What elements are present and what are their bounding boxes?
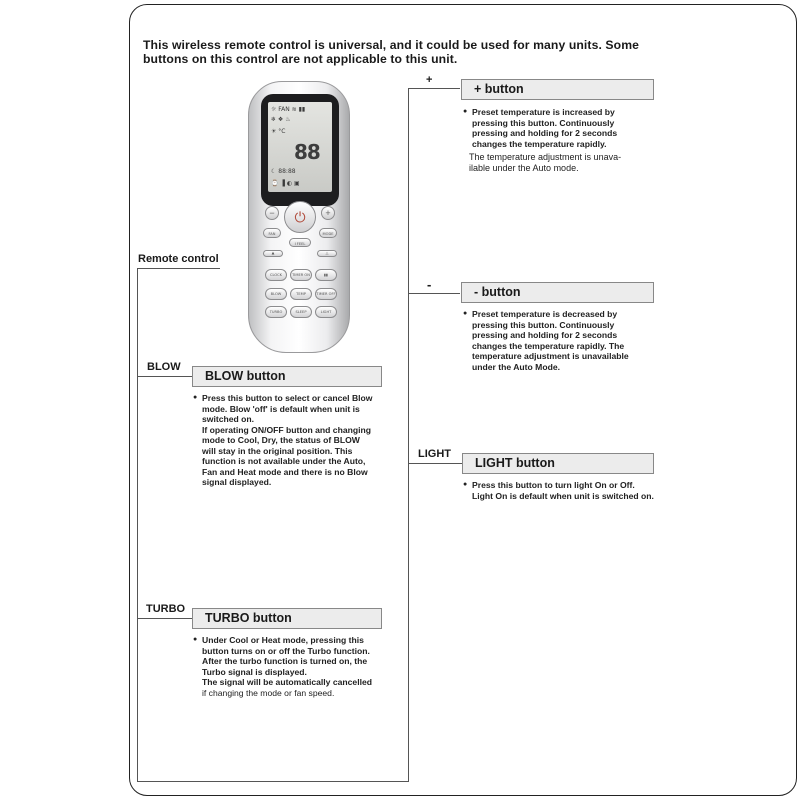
intro-line-1: This wireless remote control is universal, and it could be used for many units. Some: [143, 38, 640, 52]
blow-line-3: switched on.: [202, 414, 255, 424]
remote-lcd: [268, 102, 332, 192]
plus-button-description: [463, 107, 663, 173]
turbo-line-3: After the turbo function is turned on, the: [202, 656, 368, 666]
blow-line-5: mode to Cool, Dry, the status of BLOW: [202, 435, 360, 445]
remote-fan-button[interactable]: FAN: [263, 228, 281, 238]
intro-line-2: buttons on this control are not applicable to this unit.: [143, 52, 458, 66]
turbo-button-description: [193, 635, 403, 698]
remote-light-button[interactable]: LIGHT: [315, 306, 337, 318]
lcd-row-e: ⌚ ▐ ◐ ▣: [271, 180, 300, 187]
remote-blow-button[interactable]: BLOW: [265, 288, 287, 300]
remote-minus-button[interactable]: −: [265, 206, 279, 220]
remote-timer-on-button[interactable]: TIMER ON: [290, 269, 312, 281]
lcd-row-b: ❄ ❖ ♨: [271, 116, 291, 123]
remote-clock-button[interactable]: CLOCK: [265, 269, 287, 281]
turbo-line-1: ● Under Cool or Heat mode, pressing this: [193, 635, 403, 646]
intro-text: [143, 38, 663, 66]
turbo-line-6: if changing the mode or fan speed.: [202, 687, 335, 698]
plus-button-header: + button: [461, 79, 654, 100]
minus-line-2: pressing this button. Continuously: [472, 319, 615, 330]
remote-screen-bezel: [261, 94, 339, 206]
blow-line-4: If operating ON/OFF button and changing: [202, 424, 371, 435]
remote-timer-off-button[interactable]: TIMER OFF: [315, 288, 337, 300]
power-icon: ⏻: [294, 209, 306, 225]
remote-control-illustration: [248, 81, 350, 353]
plus-tag: +: [426, 74, 433, 86]
minus-line-1: ● Preset temperature is decreased by: [463, 309, 673, 320]
turbo-button-header: TURBO button: [192, 608, 382, 629]
minus-line-6: under the Auto Mode.: [472, 361, 560, 372]
minus-button-header: - button: [461, 282, 654, 303]
minus-button-description: [463, 309, 673, 372]
plus-note-2: ilable under the Auto mode.: [469, 162, 579, 173]
remote-control-label: Remote control: [138, 253, 219, 265]
minus-line-5: temperature adjustment is unavailable: [472, 351, 629, 361]
center-connector-line: [408, 88, 409, 782]
turbo-line-2: button turns on or off the Turbo function.: [202, 645, 370, 656]
light-connector: [408, 463, 462, 464]
light-tag: LIGHT: [418, 448, 451, 460]
remote-power-button[interactable]: [284, 201, 316, 233]
left-connector-line: [137, 268, 138, 782]
blow-tag: BLOW: [147, 361, 181, 373]
blow-button-description: [193, 393, 403, 488]
remote-pause-button[interactable]: ▮▮: [315, 269, 337, 281]
blow-button-header: BLOW button: [192, 366, 382, 387]
blow-line-9: signal displayed.: [202, 477, 272, 487]
remote-turbo-button[interactable]: TURBO: [265, 306, 287, 318]
light-line-1: ● Press this button to turn light On or Off.: [463, 480, 678, 491]
light-button-description: [463, 480, 678, 501]
plus-line-1: ● Preset temperature is increased by: [463, 107, 663, 118]
remote-mode-button[interactable]: MODE: [319, 228, 337, 238]
remote-sleep-button[interactable]: SLEEP: [290, 306, 312, 318]
plus-note-1: The temperature adjustment is unava-: [469, 152, 622, 162]
minus-tag: -: [427, 277, 432, 292]
remote-label-underline: [138, 268, 220, 269]
plus-connector: [408, 88, 460, 89]
lcd-row-c: ☀ °C: [271, 128, 286, 135]
light-button-header: LIGHT button: [462, 453, 654, 474]
plus-line-3: pressing and holding for 2 seconds: [472, 128, 618, 138]
minus-line-4: changes the temperature rapidly. The: [472, 340, 625, 351]
plus-line-2: pressing this button. Continuously: [472, 117, 615, 128]
remote-swing-button[interactable]: ▲: [263, 250, 283, 257]
minus-line-3: pressing and holding for 2 seconds: [472, 330, 618, 340]
plus-line-4: changes the temperature rapidly.: [472, 138, 607, 149]
remote-temp-button[interactable]: TEMP: [290, 288, 312, 300]
blow-line-7: function is not available under the Auto,: [202, 456, 366, 466]
blow-line-1: ● Press this button to select or cancel Blow: [193, 393, 403, 404]
turbo-line-5: The signal will be automatically cancelled: [202, 677, 373, 687]
minus-connector: [408, 293, 460, 294]
remote-swing-2-button[interactable]: △: [317, 250, 337, 257]
light-line-2: Light On is default when unit is switched on.: [472, 490, 654, 501]
blow-line-8: Fan and Heat mode and there is no Blow: [202, 466, 368, 477]
lcd-row-a: ☼ FAN ≋ ▮▮: [271, 106, 306, 113]
blow-connector: [137, 376, 192, 377]
lcd-temperature-digits: 88: [294, 140, 320, 164]
remote-ifeel-button[interactable]: I FEEL: [289, 238, 311, 247]
blow-line-6: will stay in the original position. This: [202, 445, 353, 456]
turbo-line-4: Turbo signal is displayed.: [202, 666, 307, 677]
turbo-tag: TURBO: [146, 603, 186, 615]
bottom-connector-line: [137, 781, 409, 782]
turbo-connector: [137, 618, 192, 619]
lcd-row-d: ☾ 88:88: [271, 168, 296, 175]
remote-plus-button[interactable]: +: [321, 206, 335, 220]
blow-line-2: mode. Blow 'off' is default when unit is: [202, 403, 360, 414]
